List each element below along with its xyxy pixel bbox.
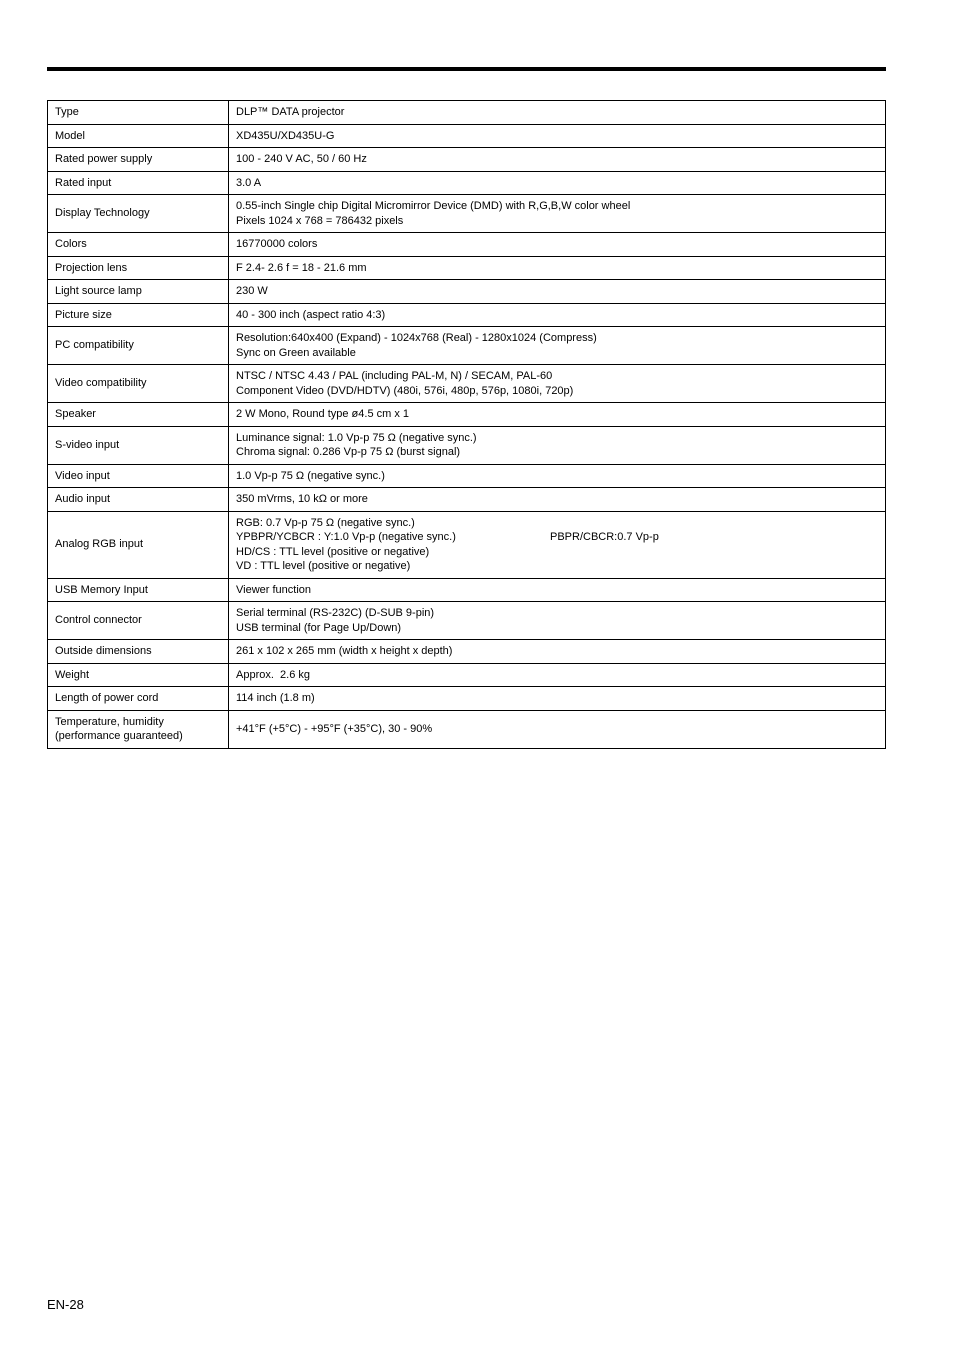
spec-value-line: Pixels 1024 x 768 = 786432 pixels [236, 214, 404, 227]
spec-value [229, 124, 886, 148]
spec-value-line: 1.0 Vp-p 75 Ω (negative sync.) [236, 469, 385, 482]
spec-value [229, 578, 886, 602]
spec-label [48, 403, 229, 427]
spec-value [229, 602, 886, 640]
spec-value-line: HD/CS : TTL level (positive or negative) [236, 545, 430, 558]
spec-value [229, 464, 886, 488]
table-row [48, 687, 886, 711]
spec-value [229, 365, 886, 403]
spec-label [48, 640, 229, 664]
table-row [48, 280, 886, 304]
table-row [48, 148, 886, 172]
spec-value-line [236, 530, 879, 545]
spec-value-line: 261 x 102 x 265 mm (width x height x depth) [236, 645, 453, 657]
spec-value-line: F 2.4- 2.6 f = 18 - 21.6 mm [236, 261, 367, 274]
table-row [48, 195, 886, 233]
table-row [48, 602, 886, 640]
spec-label [48, 327, 229, 365]
spec-value-line: DLP™ DATA projector [236, 106, 345, 118]
spec-label-line: S-video input [55, 438, 120, 451]
spec-value [229, 426, 886, 464]
spec-value-line: Component Video (DVD/HDTV) (480i, 576i, 480p, 576p, 1080i, 720p) [236, 384, 574, 397]
table-row [48, 124, 886, 148]
table-row [48, 233, 886, 257]
spec-label-line: Display Technology [55, 207, 150, 220]
spec-value-line: 350 mVrms, 10 kΩ or more [236, 493, 368, 505]
page-number: EN-28 [47, 1297, 84, 1312]
spec-label [48, 233, 229, 257]
table-row [48, 511, 886, 578]
spec-label [48, 280, 229, 304]
table-row [48, 171, 886, 195]
spec-label-line: Weight [55, 668, 90, 681]
spec-value-line-text: YPBPR/YCBCR : Y:1.0 Vp-p (negative sync.) [236, 531, 456, 543]
spec-value [229, 687, 886, 711]
spec-value-line: 230 W [236, 285, 268, 297]
spec-label-line: Outside dimensions [55, 645, 152, 657]
spec-label [48, 687, 229, 711]
spec-label-line: Rated input [55, 176, 112, 189]
spec-value-line: 2 W Mono, Round type ø4.5 cm x 1 [236, 408, 410, 420]
spec-label [48, 488, 229, 512]
spec-value [229, 148, 886, 172]
table-row [48, 663, 886, 687]
spec-value-line: Approx. 2.6 kg [236, 668, 310, 681]
spec-label [48, 511, 229, 578]
spec-label-line: Video input [55, 469, 110, 482]
spec-label-line: Analog RGB input [55, 538, 144, 551]
spec-label [48, 710, 229, 748]
spec-label [48, 663, 229, 687]
spec-value [229, 256, 886, 280]
spec-value [229, 403, 886, 427]
spec-label [48, 171, 229, 195]
table-row [48, 256, 886, 280]
spec-value [229, 171, 886, 195]
spec-label-line: Light source lamp [55, 285, 142, 297]
table-row [48, 303, 886, 327]
spec-value [229, 233, 886, 257]
spec-value-line: 0.55-inch Single chip Digital Micromirror Device (DMD) with R,G,B,W color wheel [236, 200, 631, 212]
spec-label-line: Control connector [55, 614, 142, 627]
spec-label-line: Projection lens [55, 261, 128, 274]
spec-label-line: Length of power cord [55, 692, 159, 704]
top-rule [47, 67, 886, 71]
spec-label-line: (performance guaranteed) [55, 730, 183, 742]
table-row [48, 710, 886, 748]
spec-value-line: VD : TTL level (positive or negative) [236, 560, 411, 572]
spec-label-line: Colors [55, 238, 87, 250]
spec-value [229, 663, 886, 687]
specifications-body [48, 101, 886, 749]
spec-value-line: Luminance signal: 1.0 Vp-p 75 Ω (negative sync.) [236, 431, 477, 444]
spec-label-line: Temperature, humidity [55, 715, 164, 728]
specifications-table [47, 100, 886, 749]
table-row [48, 101, 886, 125]
table-row [48, 327, 886, 365]
table-row [48, 640, 886, 664]
spec-label [48, 464, 229, 488]
spec-value [229, 101, 886, 125]
spec-value-line: Serial terminal (RS-232C) (D-SUB 9-pin) [236, 607, 435, 619]
table-row [48, 464, 886, 488]
spec-value [229, 488, 886, 512]
spec-value-line: XD435U/XD435U-G [236, 129, 335, 142]
table-row [48, 488, 886, 512]
spec-label-line: PC compatibility [55, 339, 134, 352]
spec-label-line: Rated power supply [55, 153, 153, 165]
table-row [48, 578, 886, 602]
spec-value [229, 195, 886, 233]
spec-value [229, 303, 886, 327]
spec-value-line: +41°F (+5°C) - +95°F (+35°C), 30 - 90% [236, 722, 433, 735]
spec-value-line: Sync on Green available [236, 346, 356, 359]
spec-label [48, 365, 229, 403]
spec-label [48, 101, 229, 125]
spec-label [48, 148, 229, 172]
spec-label [48, 426, 229, 464]
spec-value-line: Resolution:640x400 (Expand) - 1024x768 (Real) - 1280x1024 (Compress) [236, 332, 597, 344]
spec-value-line: Viewer function [236, 583, 312, 596]
spec-label [48, 602, 229, 640]
spec-label [48, 124, 229, 148]
spec-label-line: Model [55, 129, 85, 142]
spec-value-line: 3.0 A [236, 176, 262, 189]
spec-label [48, 256, 229, 280]
spec-value [229, 640, 886, 664]
spec-value [229, 710, 886, 748]
spec-value-extra: PBPR/CBCR:0.7 Vp-p [550, 531, 659, 543]
spec-label-line: USB Memory Input [55, 583, 148, 596]
spec-value-line: RGB: 0.7 Vp-p 75 Ω (negative sync.) [236, 516, 415, 529]
spec-value-line: Chroma signal: 0.286 Vp-p 75 Ω (burst signal) [236, 446, 461, 458]
spec-value [229, 327, 886, 365]
spec-label [48, 195, 229, 233]
table-row [48, 365, 886, 403]
table-row [48, 403, 886, 427]
spec-value-line: 100 - 240 V AC, 50 / 60 Hz [236, 153, 367, 165]
spec-value-line: NTSC / NTSC 4.43 / PAL (including PAL-M, N) / SECAM, PAL-60 [236, 370, 553, 382]
spec-value-line: 40 - 300 inch (aspect ratio 4:3) [236, 308, 386, 321]
spec-label [48, 578, 229, 602]
spec-value-line: 16770000 colors [236, 238, 318, 250]
spec-label-line: Type [55, 106, 79, 118]
spec-value [229, 511, 886, 578]
spec-label [48, 303, 229, 327]
table-row [48, 426, 886, 464]
spec-value-line: 114 inch (1.8 m) [236, 692, 315, 704]
spec-label-line: Speaker [55, 408, 96, 420]
spec-label-line: Video compatibility [55, 377, 147, 390]
spec-value-line: USB terminal (for Page Up/Down) [236, 621, 402, 634]
spec-label-line: Picture size [55, 308, 112, 321]
spec-value [229, 280, 886, 304]
spec-label-line: Audio input [55, 493, 111, 505]
